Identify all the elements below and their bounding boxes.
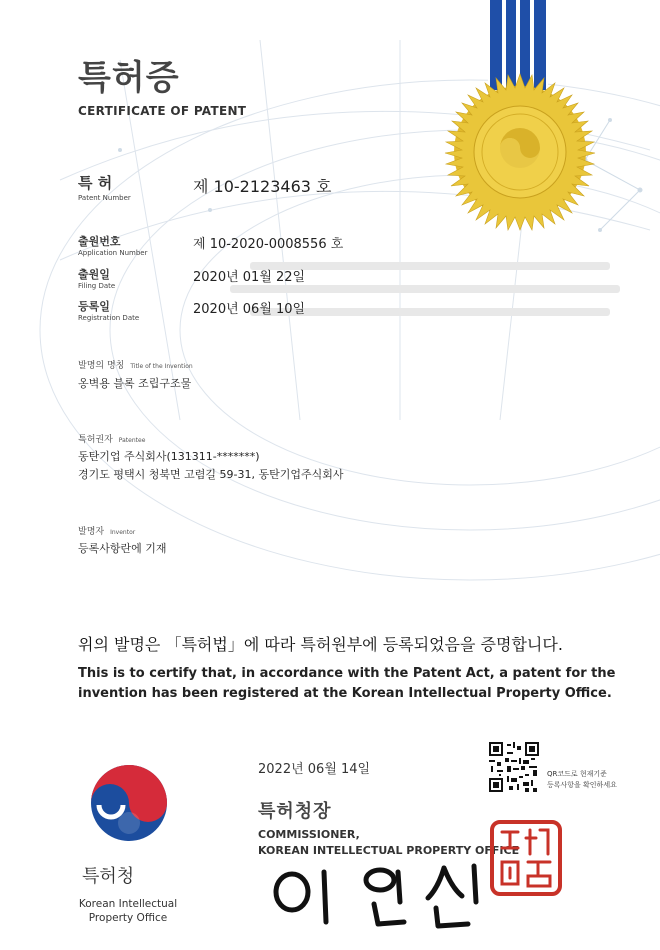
filing-date-label-ko: 출원일 [78,268,110,281]
certification-ko: 위의 발명은 「특허법」에 따라 특허원부에 등록되었음을 증명합니다. [78,635,563,654]
inventor-label [78,524,135,537]
inventor-value: 등록사항란에 기재 [78,542,167,555]
invention-title-label-en: Title of the Invention [130,363,193,370]
certification-en-line-1: This is to certify that, in accordance with the Patent Act, a patent for the [78,666,616,681]
invention-title-value: 옹벽용 블록 조립구조물 [78,377,192,390]
certificate-title-ko: 특허증 [78,58,180,98]
gold-seal-icon [440,72,600,232]
official-stamp-icon [488,818,564,898]
patent-number-label-ko: 특 허 [78,174,113,192]
kipo-name-en-line-1: Korean Intellectual [78,898,178,910]
commissioner-title-ko: 특허청장 [258,801,332,822]
kipo-name-en-line-2: Property Office [88,912,168,924]
inventor-label-en: Inventor [110,529,136,536]
patentee-label [78,432,145,445]
patentee-line-1: 동탄기업 주식회사(131311-*******) [78,450,260,463]
commissioner-title-en-line-1: COMMISSIONER, [258,828,360,841]
commissioner-signature [262,858,492,932]
patentee-label-ko: 특허권자 [78,435,113,445]
application-number-label-en: Application Number [78,249,148,257]
application-number-label-ko: 출원번호 [78,235,121,248]
kipo-logo-icon [88,762,170,844]
application-number-value: 제 10-2020-0008556 호 [193,237,344,252]
issue-date: 2022년 06월 14일 [258,762,371,777]
inventor-label-ko: 발명자 [78,527,105,537]
qr-note-line-1: QR코드로 현재기준 [547,770,607,778]
certificate-title-en: CERTIFICATE OF PATENT [78,104,247,118]
invention-title-label [78,358,193,371]
certification-en-line-2: invention has been registered at the Korean Intellectual Property Office. [78,686,612,701]
patent-number-label-en: Patent Number [78,194,131,202]
registration-date-label-ko: 등록일 [78,300,110,313]
qr-note-line-2: 등록사항을 확인하세요 [547,781,617,789]
kipo-name-ko: 특허청 [82,866,135,887]
patentee-label-en: Patentee [118,437,146,444]
filing-date-value: 2020년 01월 22일 [193,270,306,285]
qr-code-icon[interactable] [489,742,539,792]
filing-date-label-en: Filing Date [78,282,116,290]
registration-date-value: 2020년 06월 10일 [193,302,306,317]
commissioner-title-en-line-2: KOREAN INTELLECTUAL PROPERTY OFFICE [258,844,520,857]
patentee-line-2: 경기도 평택시 청북면 고렴길 59-31, 동탄기업주식회사 [78,468,344,481]
registration-date-label-en: Registration Date [78,314,140,322]
patent-number-value: 제 10-2123463 호 [193,177,332,196]
invention-title-label-ko: 발명의 명칭 [78,361,125,371]
